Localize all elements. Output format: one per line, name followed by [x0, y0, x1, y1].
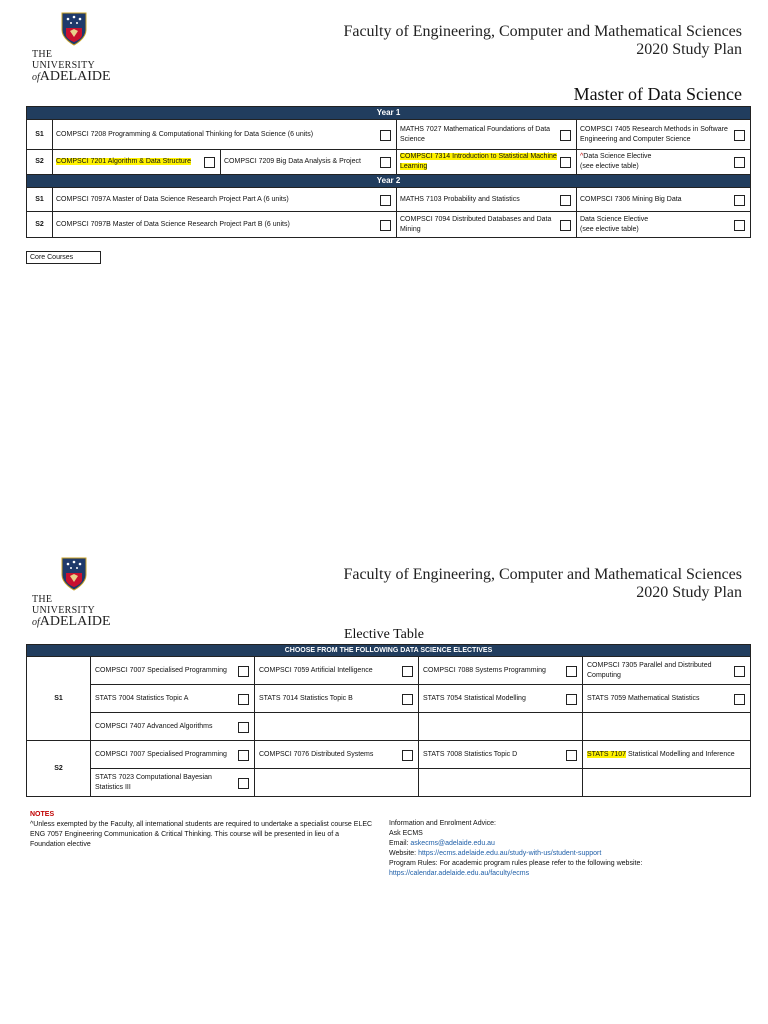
- course-name: STATS 7059 Mathematical Statistics: [587, 694, 700, 702]
- elective-cell: [255, 685, 419, 713]
- elective-cell: [91, 769, 255, 797]
- elective-header: CHOOSE FROM THE FOLLOWING DATA SCIENCE ELECTIVES: [27, 645, 751, 657]
- university-name-line2: [32, 69, 114, 85]
- study-plan-year: 2020 Study Plan: [636, 584, 742, 601]
- course-name: COMPSCI 7059 Artificial Intelligence: [259, 666, 373, 674]
- course-checkbox[interactable]: [238, 778, 249, 789]
- course-cell: [577, 150, 751, 175]
- empty-cell: [419, 769, 583, 797]
- course-checkbox[interactable]: [560, 130, 571, 141]
- course-checkbox[interactable]: [204, 157, 215, 168]
- course-checkbox[interactable]: [734, 130, 745, 141]
- course-cell: [53, 212, 397, 238]
- course-name: COMPSCI 7097A Master of Data Science Research Project Part A (6 units): [56, 195, 289, 203]
- course-name: STATS 7023 Computational Bayesian Statistics III: [95, 773, 212, 791]
- course-name: COMPSCI 7088 Systems Programming: [423, 666, 546, 674]
- course-checkbox[interactable]: [566, 694, 577, 705]
- elective-cell: [91, 713, 255, 741]
- program-rules-link[interactable]: https://calendar.adelaide.edu.au/faculty/ecms: [389, 870, 530, 877]
- elective-table: [26, 644, 751, 797]
- course-checkbox[interactable]: [566, 666, 577, 677]
- course-subtext: (see elective table): [580, 225, 639, 233]
- semester-label: S2: [27, 741, 91, 797]
- elective-caret: ^: [580, 153, 584, 160]
- year2-header-row: [27, 175, 751, 188]
- course-name-highlighted: COMPSCI 7314 Introduction to Statistical Machine Learning: [400, 153, 557, 170]
- course-subtext: (see elective table): [580, 163, 639, 170]
- empty-cell: [419, 713, 583, 741]
- year2-label: Year 2: [27, 175, 751, 188]
- university-logo: [32, 557, 114, 630]
- course-checkbox[interactable]: [402, 666, 413, 677]
- university-crest-icon: [61, 12, 87, 46]
- university-adelaide: ADELAIDE: [39, 614, 111, 629]
- email-link[interactable]: askecms@adelaide.edu.au: [410, 840, 495, 847]
- course-name: COMPSCI 7209 Big Data Analysis & Project: [224, 158, 361, 165]
- course-name: Statistical Modelling and Inference: [626, 750, 735, 758]
- course-checkbox[interactable]: [238, 722, 249, 733]
- page-header: [343, 23, 742, 59]
- course-code-highlighted: STATS 7107: [587, 750, 627, 758]
- course-cell: [577, 188, 751, 212]
- enrolment-info: [389, 819, 759, 879]
- info-heading: Information and Enrolment Advice:: [389, 820, 497, 827]
- semester-label: S1: [27, 120, 53, 150]
- program-title: Master of Data Science: [573, 84, 742, 104]
- elective-row: [27, 769, 751, 797]
- faculty-name: Faculty of Engineering, Computer and Mathematical Sciences: [343, 566, 742, 583]
- elective-row: [27, 741, 751, 769]
- course-cell: [397, 120, 577, 150]
- year2-s1-row: [27, 188, 751, 212]
- info-website-line: [389, 849, 759, 859]
- course-cell: [221, 150, 397, 175]
- course-checkbox[interactable]: [402, 750, 413, 761]
- year2-s2-row: [27, 212, 751, 238]
- course-name: COMPSCI 7007 Specialised Programming: [95, 750, 227, 758]
- course-checkbox[interactable]: [402, 694, 413, 705]
- website-label: Website:: [389, 850, 419, 857]
- program-rules-text: Program Rules: For academic program rules please refer to the following website:: [389, 860, 643, 867]
- empty-cell: [255, 713, 419, 741]
- notes-heading: NOTES: [30, 811, 55, 818]
- course-cell: [397, 150, 577, 175]
- elective-cell: [583, 685, 751, 713]
- course-checkbox[interactable]: [380, 195, 391, 206]
- course-checkbox[interactable]: [560, 195, 571, 206]
- elective-row: [27, 685, 751, 713]
- elective-header-row: [27, 645, 751, 657]
- elective-table-title: Elective Table: [343, 627, 424, 642]
- year1-label: Year 1: [27, 107, 751, 120]
- empty-cell: [255, 769, 419, 797]
- course-name-highlighted: COMPSCI 7201 Algorithm & Data Structure: [56, 158, 191, 165]
- page-header: [343, 566, 742, 602]
- course-cell: [397, 188, 577, 212]
- website-link[interactable]: https://ecms.adelaide.edu.au/study-with-us/student-support: [418, 850, 602, 857]
- course-name: STATS 7004 Statistics Topic A: [95, 694, 189, 702]
- course-checkbox[interactable]: [734, 694, 745, 705]
- course-name: COMPSCI 7407 Advanced Algorithms: [95, 722, 213, 730]
- email-label: Email:: [389, 840, 411, 847]
- course-checkbox[interactable]: [560, 220, 571, 231]
- elective-cell: [419, 685, 583, 713]
- course-checkbox[interactable]: [734, 157, 745, 168]
- core-courses-legend: Core Courses: [26, 251, 101, 264]
- elective-row: [27, 657, 751, 685]
- elective-cell: [91, 657, 255, 685]
- notes-text: ^Unless exempted by the Faculty, all international students are required to undertake a specialist course ELEC ENG 7057 Engineering Communication & Critical Thinking. This course will be presented in lieu of a Foundation elective: [30, 821, 373, 848]
- course-checkbox[interactable]: [238, 750, 249, 761]
- faculty-name: Faculty of Engineering, Computer and Mathematical Sciences: [343, 23, 742, 40]
- course-name: MATHS 7027 Mathematical Foundations of Data Science: [400, 125, 551, 143]
- year1-s2-row: [27, 150, 751, 175]
- course-checkbox[interactable]: [734, 220, 745, 231]
- course-name: Data Science Elective: [580, 215, 649, 223]
- elective-cell: [91, 685, 255, 713]
- university-of: of: [32, 617, 40, 628]
- study-plan-year: 2020 Study Plan: [636, 41, 742, 58]
- course-name: STATS 7008 Statistics Topic D: [423, 750, 518, 758]
- course-checkbox[interactable]: [734, 195, 745, 206]
- elective-row: [27, 713, 751, 741]
- course-checkbox[interactable]: [380, 220, 391, 231]
- elective-cell: [255, 657, 419, 685]
- semester-label: S1: [27, 657, 91, 741]
- university-name-line1: THE UNIVERSITY: [32, 594, 95, 616]
- course-checkbox[interactable]: [238, 666, 249, 677]
- course-checkbox[interactable]: [238, 694, 249, 705]
- empty-cell: [583, 713, 751, 741]
- course-cell: [577, 212, 751, 238]
- course-name: MATHS 7103 Probability and Statistics: [400, 195, 520, 203]
- course-cell: [53, 150, 221, 175]
- course-checkbox[interactable]: [380, 130, 391, 141]
- course-name: COMPSCI 7076 Distributed Systems: [259, 750, 374, 758]
- semester-label: S2: [27, 212, 53, 238]
- course-checkbox[interactable]: [560, 157, 571, 168]
- elective-cell: [419, 657, 583, 685]
- semester-label: S2: [27, 150, 53, 175]
- elective-cell: [255, 741, 419, 769]
- course-cell: [53, 120, 397, 150]
- course-checkbox[interactable]: [734, 666, 745, 677]
- course-name: COMPSCI 7306 Mining Big Data: [580, 195, 682, 203]
- course-cell: [397, 212, 577, 238]
- info-email-line: [389, 839, 759, 849]
- course-cell: [577, 120, 751, 150]
- course-name: COMPSCI 7305 Parallel and Distributed Computing: [587, 661, 712, 679]
- course-name: STATS 7014 Statistics Topic B: [259, 694, 353, 702]
- university-of: of: [32, 72, 40, 83]
- university-crest-icon: [61, 557, 87, 591]
- university-adelaide: ADELAIDE: [39, 69, 111, 84]
- course-name: COMPSCI 7007 Specialised Programming: [95, 666, 227, 674]
- notes-section: [30, 810, 375, 850]
- study-plan-table: [26, 106, 751, 238]
- course-checkbox[interactable]: [566, 750, 577, 761]
- elective-cell: [583, 657, 751, 685]
- course-checkbox[interactable]: [380, 157, 391, 168]
- semester-label: S1: [27, 188, 53, 212]
- course-cell: [53, 188, 397, 212]
- elective-cell: [91, 741, 255, 769]
- course-name: COMPSCI 7097B Master of Data Science Research Project Part B (6 units): [56, 220, 290, 228]
- empty-cell: [583, 769, 751, 797]
- university-name-line1: THE UNIVERSITY: [32, 49, 95, 71]
- course-name: COMPSCI 7405 Research Methods in Software Engineering and Computer Science: [580, 125, 728, 143]
- elective-cell: [583, 741, 751, 769]
- course-name: COMPSCI 7208 Programming & Computational Thinking for Data Science (6 units): [56, 130, 314, 138]
- course-name: Data Science Elective: [583, 153, 652, 160]
- university-logo: [32, 12, 114, 85]
- elective-cell: [419, 741, 583, 769]
- course-name: COMPSCI 7094 Distributed Databases and Data Mining: [400, 215, 552, 233]
- year1-header-row: [27, 107, 751, 120]
- course-name: STATS 7054 Statistical Modelling: [423, 694, 526, 702]
- year1-s1-row: [27, 120, 751, 150]
- info-ask: Ask ECMS: [389, 830, 423, 837]
